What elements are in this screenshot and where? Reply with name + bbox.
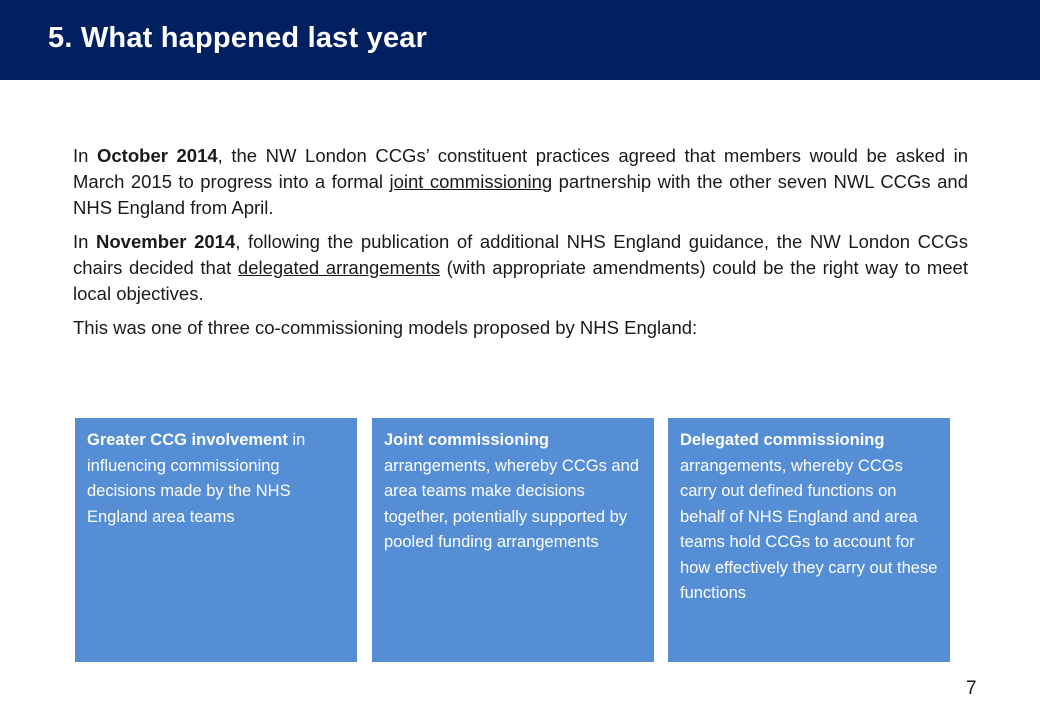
paragraph-models-intro: This was one of three co-commissioning models proposed by NHS England: [73,317,698,338]
model-1-description: in influencing commissioning decisions made by the NHS England area teams [87,431,306,526]
page-number: 7 [966,678,977,699]
slide-title: 5. What happened last year [48,22,428,54]
p2-text-mid: , following the publication of additional NHS England guidance, the NW London CCGs chairs decided that [73,231,968,278]
paragraph-october [73,143,968,221]
p1-text-mid: , the NW London CCGs’ constituent practices agreed that members would be asked in March 2015 to progress into a formal [73,145,968,192]
slide-header [0,0,1040,80]
p1-date: October 2014 [97,145,218,166]
model-box-delegated-commissioning [668,418,950,662]
model-box-greater-involvement [75,418,357,662]
p2-text-pre: In [73,231,97,252]
p2-date: November 2014 [96,231,236,252]
p1-underlined-term: joint commissioning [389,171,553,192]
slide-body [73,143,968,349]
p2-underlined-term: delegated arrangements [237,257,440,278]
p1-text-post: partnership with the other seven NWL CCGs and NHS England from April. [73,171,968,218]
model-2-description: arrangements, whereby CCGs and area teams make decisions together, potentially supported by pooled funding arrangements [384,456,639,551]
paragraph-november [73,229,968,307]
model-box-joint-commissioning [372,418,654,662]
model-2-title: Joint commissioning [384,431,550,449]
model-3-description: arrangements, whereby CCGs carry out defined functions on behalf of NHS England and area teams hold CCGs to account for how effectively they carry out these functions [680,456,938,602]
model-1-title: Greater CCG involvement [87,431,288,449]
model-3-title: Delegated commissioning [680,431,885,449]
p2-text-post: (with appropriate amendments) could be the right way to meet local objectives. [73,257,968,304]
p1-text-pre: In [73,145,97,166]
